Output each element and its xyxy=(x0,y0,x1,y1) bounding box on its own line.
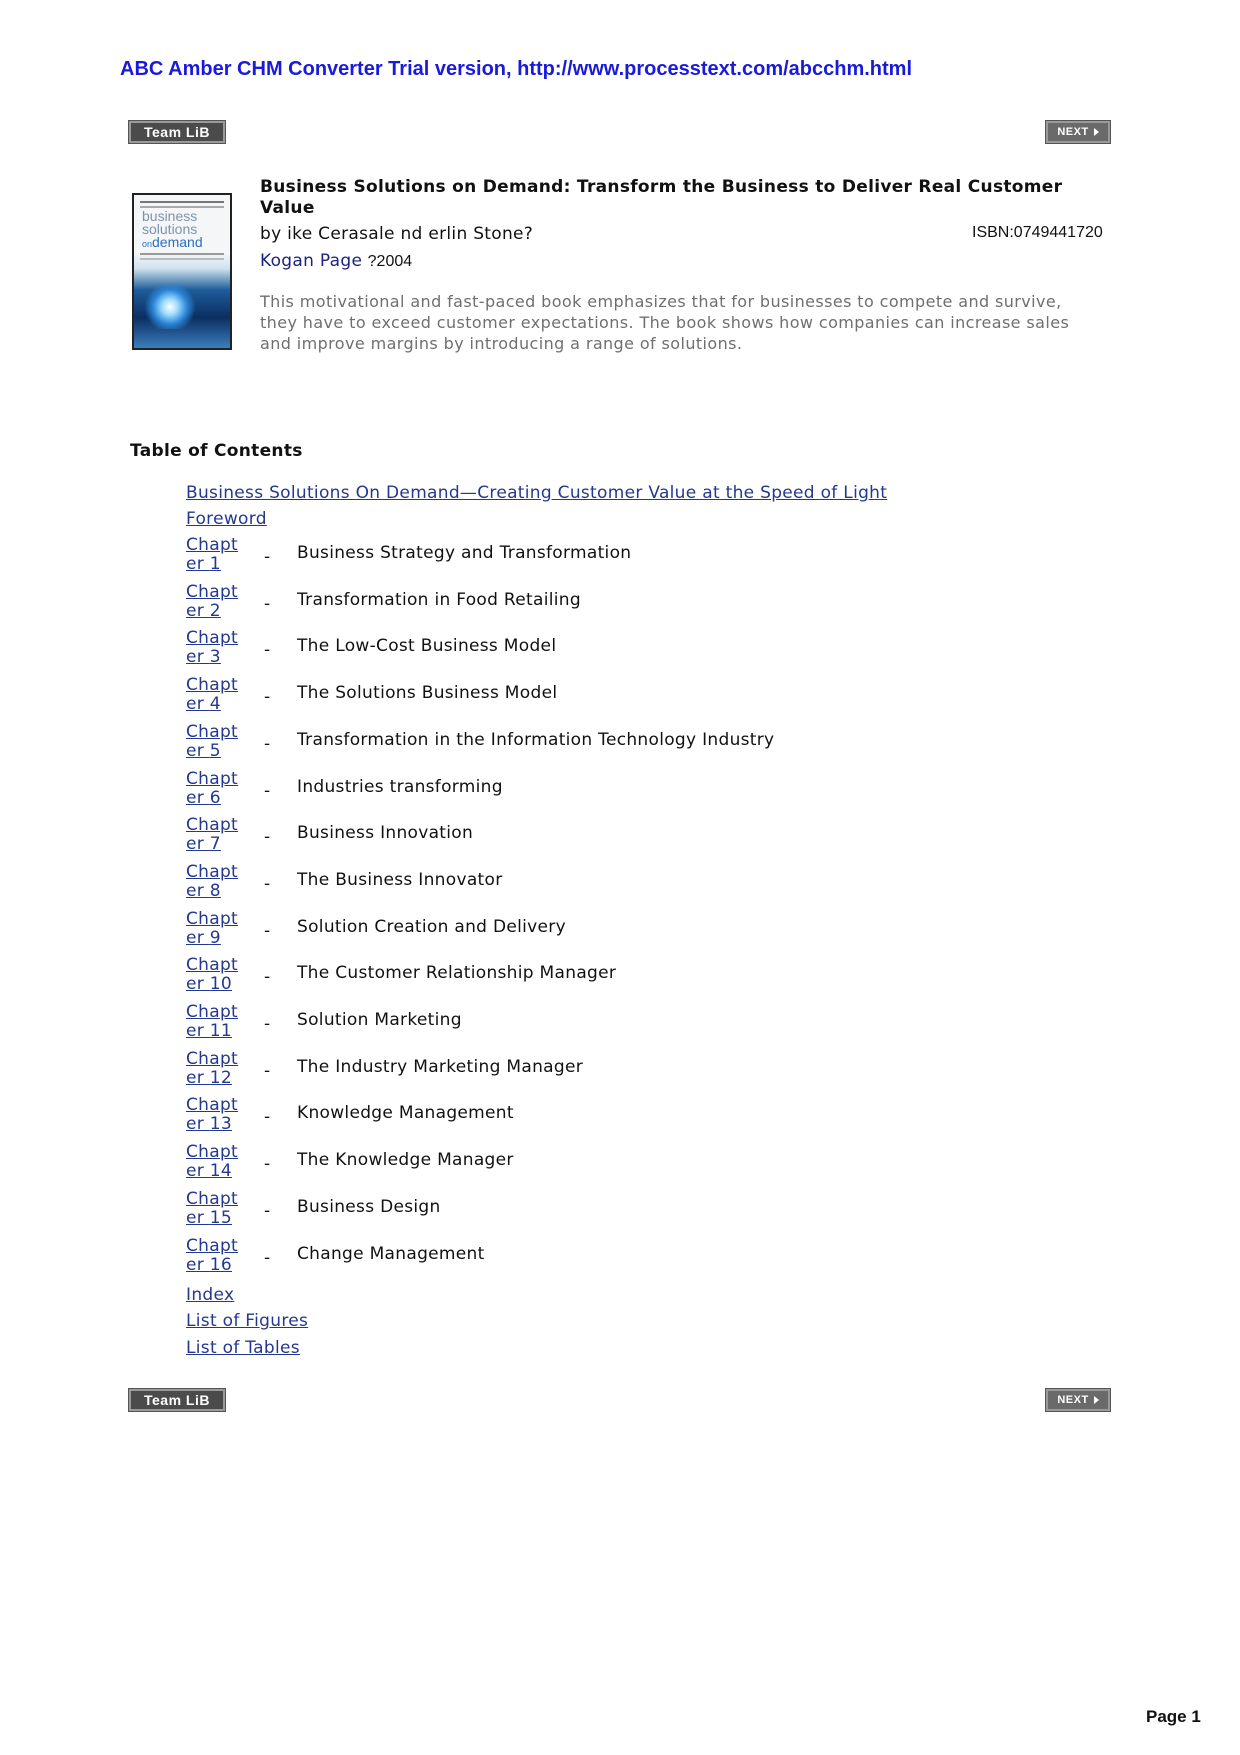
chapter-link-number: 8 xyxy=(209,880,221,901)
chapter-link-number: 12 xyxy=(209,1067,232,1088)
chapter-link-number: 10 xyxy=(209,974,232,995)
toc-link-chapter-7[interactable] xyxy=(186,816,238,854)
toc-link-chapter-11[interactable] xyxy=(186,1003,238,1041)
chapter-separator: - xyxy=(264,1060,271,1081)
chapter-link-number: 1 xyxy=(209,554,221,574)
team-lib-label: Team LiB xyxy=(144,124,210,140)
chapter-separator: - xyxy=(264,593,271,614)
trial-banner: ABC Amber CHM Converter Trial version, http://www.processtext.com/abcchm.html xyxy=(120,58,913,80)
chapter-title-11: Solution Marketing xyxy=(297,1010,462,1030)
chapter-separator: - xyxy=(264,733,271,754)
chapter-link-line1: Chapt xyxy=(186,675,239,696)
chapter-title-16: Change Management xyxy=(297,1243,485,1264)
chapter-separator: - xyxy=(264,640,271,661)
chapter-link-line2-prefix: er xyxy=(186,1207,210,1228)
chapter-title-6: Industries transforming xyxy=(297,776,503,797)
chapter-link-line1: Chapt xyxy=(186,768,239,789)
cover-title-line2: solutions xyxy=(142,221,198,237)
chapter-link-number: 15 xyxy=(209,1207,232,1228)
chapter-link-line1: Chapt xyxy=(186,1188,239,1209)
chapter-link-line1: Chapt xyxy=(186,815,239,836)
chapter-link-number: 7 xyxy=(209,834,221,855)
chapter-separator: - xyxy=(264,967,271,988)
chapter-link-line2-prefix: er xyxy=(186,1254,210,1275)
chapter-link-line1: Chapt xyxy=(186,1235,239,1256)
chapter-title-1: Business Strategy and Transformation xyxy=(297,543,632,563)
toc-link-front-matter[interactable]: Business Solutions On Demand—Creating Customer Value at the Speed of Light xyxy=(186,483,888,503)
toc-link-list-of-tables[interactable]: List of Tables xyxy=(186,1338,300,1358)
chapter-link-number: 2 xyxy=(209,600,221,621)
toc-link-chapter-3[interactable] xyxy=(186,629,238,667)
publication-year: ?2004 xyxy=(367,253,413,270)
arrow-right-icon xyxy=(1094,128,1099,136)
next-label: NEXT xyxy=(1057,126,1089,138)
toc-link-chapter-14[interactable] xyxy=(186,1143,238,1181)
chapter-separator: - xyxy=(264,1107,271,1128)
toc-link-chapter-15[interactable] xyxy=(186,1190,238,1228)
toc-link-chapter-8[interactable] xyxy=(186,863,238,901)
cover-title-line1: business xyxy=(142,208,198,224)
arrow-right-icon xyxy=(1094,1396,1099,1404)
chapter-title-3: The Low-Cost Business Model xyxy=(297,636,557,657)
chapter-link-number: 6 xyxy=(209,787,221,808)
book-title: Business Solutions on Demand: Transform the Business to Deliver Real Customer Value xyxy=(260,177,1063,218)
chapter-link-line2-prefix: er xyxy=(186,1067,210,1088)
chapter-separator: - xyxy=(264,780,271,801)
chapter-link-line1: Chapt xyxy=(186,581,239,602)
toc-link-index[interactable]: Index xyxy=(186,1285,235,1305)
chapter-title-12: The Industry Marketing Manager xyxy=(297,1056,583,1077)
chapter-link-number: 4 xyxy=(209,694,221,715)
toc-link-chapter-1[interactable] xyxy=(186,536,238,574)
publisher-row xyxy=(260,251,412,271)
next-button-top[interactable] xyxy=(1046,121,1110,143)
next-button-bottom[interactable] xyxy=(1046,1389,1110,1411)
chapter-title-13: Knowledge Management xyxy=(297,1103,514,1124)
chapter-link-line1: Chapt xyxy=(186,955,239,976)
chapter-link-number: 9 xyxy=(209,927,221,948)
chapter-separator: - xyxy=(264,920,271,941)
chapter-link-number: 13 xyxy=(209,1114,232,1135)
chapter-link-line2-prefix: er xyxy=(186,694,210,715)
chapter-link-line2-prefix: er xyxy=(186,927,210,948)
chapter-title-4: The Solutions Business Model xyxy=(297,683,558,704)
chapter-separator: - xyxy=(264,1154,271,1175)
next-label: NEXT xyxy=(1057,1394,1089,1406)
chapter-separator: - xyxy=(264,1200,271,1221)
toc-link-chapter-4[interactable] xyxy=(186,676,238,714)
chapter-link-line1: Chapt xyxy=(186,908,239,929)
chapter-link-line2-prefix: er xyxy=(186,787,210,808)
chapter-link-line2-prefix: er xyxy=(186,880,210,901)
toc-link-chapter-16[interactable] xyxy=(186,1237,238,1275)
book-description: This motivational and fast-paced book emphasizes that for businesses to compete and survive, they have to exceed customer expectations. The book shows how companies can increase sales and improve margins by introducing a range of solutions. xyxy=(260,292,1070,353)
team-lib-label: Team LiB xyxy=(144,1392,210,1408)
chapter-link-line2-prefix: er xyxy=(186,554,210,574)
toc-link-foreword[interactable]: Foreword xyxy=(186,509,267,529)
team-lib-button-bottom[interactable] xyxy=(129,1389,225,1411)
chapter-title-9: Solution Creation and Delivery xyxy=(297,916,566,937)
chapter-link-line2-prefix: er xyxy=(186,1161,210,1182)
chapter-link-line2-prefix: er xyxy=(186,1021,210,1041)
chapter-link-number: 14 xyxy=(209,1161,232,1182)
chapter-title-7: Business Innovation xyxy=(297,823,474,844)
book-authors: by ike Cerasale nd erlin Stone? xyxy=(260,224,534,244)
chapter-separator: - xyxy=(264,547,271,567)
chapter-link-number: 16 xyxy=(209,1254,232,1275)
chapter-separator: - xyxy=(264,1014,271,1034)
toc-link-chapter-9[interactable] xyxy=(186,910,238,948)
chapter-separator: - xyxy=(264,1247,271,1268)
chapter-title-10: The Customer Relationship Manager xyxy=(297,963,617,984)
toc-link-chapter-5[interactable] xyxy=(186,723,238,761)
team-lib-button-top[interactable] xyxy=(129,121,225,143)
chapter-link-line1: Chapt xyxy=(186,1002,239,1022)
chapter-link-line1: Chapt xyxy=(186,1048,239,1069)
toc-heading: Table of Contents xyxy=(130,441,303,461)
cover-light-burst xyxy=(142,285,198,329)
publisher-link[interactable]: Kogan Page xyxy=(260,251,363,271)
chapter-link-line1: Chapt xyxy=(186,721,239,742)
chapter-separator: - xyxy=(264,687,271,708)
chapter-link-line2-prefix: er xyxy=(186,740,210,761)
chapter-link-line1: Chapt xyxy=(186,861,239,882)
chapter-separator: - xyxy=(264,827,271,848)
book-isbn: ISBN:0749441720 xyxy=(972,224,1103,241)
cover-title-prefix: on xyxy=(142,239,153,249)
cover-title-word: demand xyxy=(152,234,203,250)
chapter-link-line2-prefix: er xyxy=(186,834,210,855)
chapter-title-8: The Business Innovator xyxy=(297,869,503,890)
chapter-title-2: Transformation in Food Retailing xyxy=(297,589,581,610)
toc-link-chapter-6[interactable] xyxy=(186,770,238,808)
chapter-link-number: 11 xyxy=(209,1021,232,1041)
chapter-link-line2-prefix: er xyxy=(186,647,210,668)
toc-link-chapter-12[interactable] xyxy=(186,1050,238,1088)
toc-link-chapter-2[interactable] xyxy=(186,583,238,621)
chapter-link-line1: Chapt xyxy=(186,628,239,649)
chapter-link-line2-prefix: er xyxy=(186,1114,210,1135)
toc-link-chapter-10[interactable] xyxy=(186,956,238,994)
toc-link-list-of-figures[interactable]: List of Figures xyxy=(186,1311,309,1331)
chapter-link-line1: Chapt xyxy=(186,1142,239,1163)
toc-link-chapter-13[interactable] xyxy=(186,1096,238,1134)
cover-title-line3 xyxy=(142,235,203,251)
chapter-link-line1: Chapt xyxy=(186,535,239,555)
page-number: Page 1 xyxy=(1146,1707,1201,1726)
chapter-link-number: 5 xyxy=(209,740,221,761)
chapter-title-14: The Knowledge Manager xyxy=(297,1150,514,1171)
chapter-link-line1: Chapt xyxy=(186,1095,239,1116)
book-cover-image xyxy=(132,193,232,350)
chapter-title-15: Business Design xyxy=(297,1196,441,1217)
chapter-separator: - xyxy=(264,873,271,894)
chapter-link-number: 3 xyxy=(209,647,221,668)
chapter-link-line2-prefix: er xyxy=(186,600,210,621)
chapter-link-line2-prefix: er xyxy=(186,974,210,995)
chapter-title-5: Transformation in the Information Technology Industry xyxy=(297,729,775,750)
